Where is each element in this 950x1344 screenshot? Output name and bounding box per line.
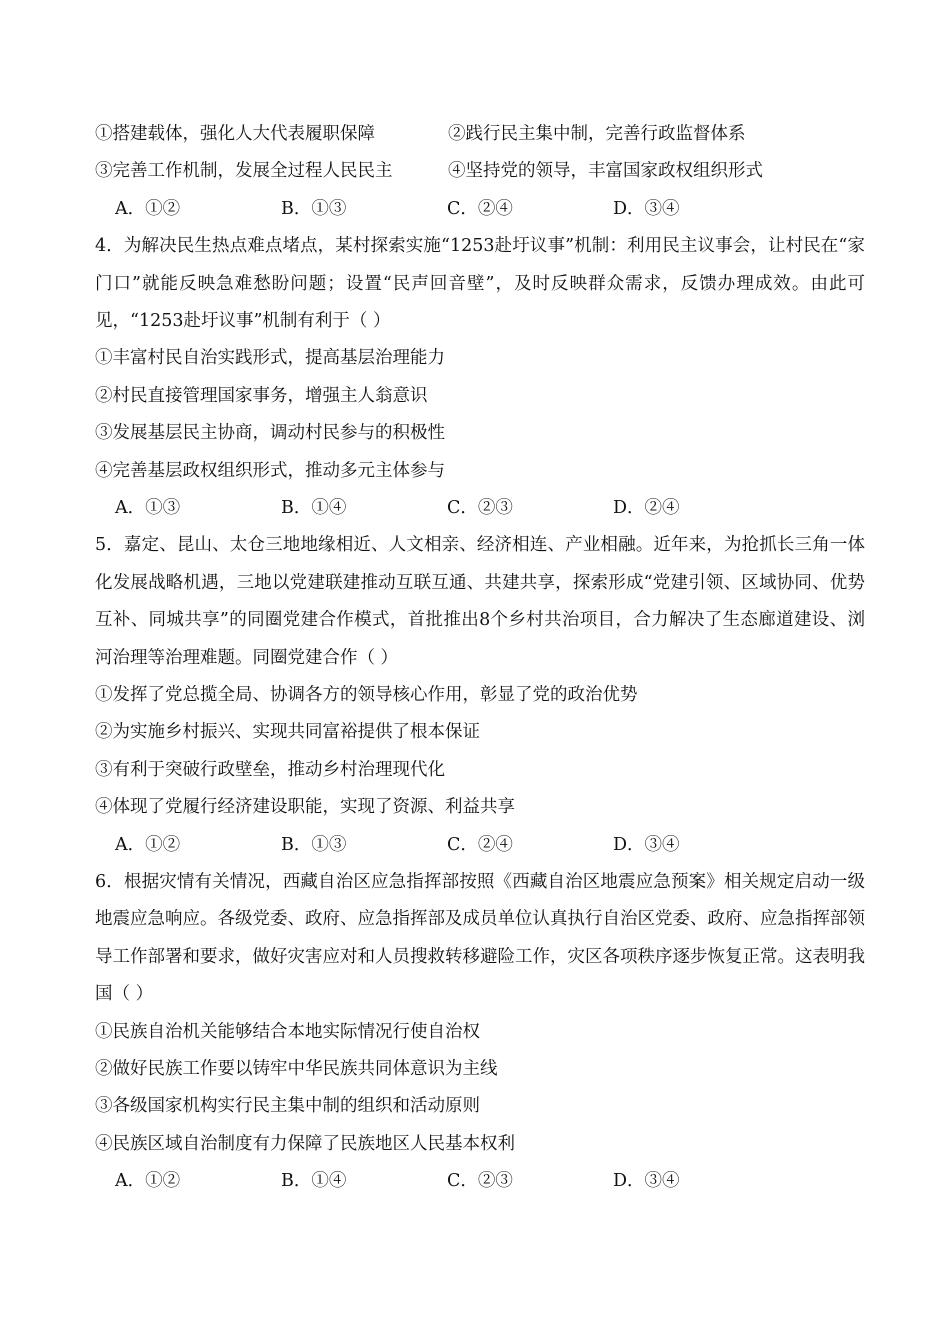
q5-choice-c: C．②④ xyxy=(447,834,513,855)
q5-answer-choices xyxy=(95,827,865,864)
q6-option-4: ④民族区域自治制度有力保障了民族地区人民基本权利 xyxy=(95,1133,515,1154)
q4-choice-c: C．②③ xyxy=(447,497,513,518)
q6-choice-a: A．①② xyxy=(115,1171,181,1192)
q4-stem: 4．为解决民生热点难点堵点，某村探索实施“1253赴圩议事”机制：利用民主议事会，让村民在“家门口”就能反映急难愁盼问题；设置“民声回音壁”，及时反映群众需求，反馈办理成效。由此可见，“1253赴圩议事”机制有利于（ ） xyxy=(95,236,865,331)
q6-option-2: ②做好民族工作要以铸牢中华民族共同体意识为主线 xyxy=(95,1058,498,1079)
q4-option-2: ②村民直接管理国家事务，增强主人翁意识 xyxy=(95,385,428,406)
q6-answer-choices xyxy=(95,1163,865,1200)
q5-choice-d: D．③④ xyxy=(613,834,680,855)
q3-choice-b: B．①③ xyxy=(281,198,347,219)
q3-option-1: ①搭建载体，强化人大代表履职保障 xyxy=(95,124,375,144)
q5-choice-a: A．①② xyxy=(115,834,181,855)
q3-answer-choices xyxy=(95,191,865,228)
q6-option-1: ①民族自治机关能够结合本地实际情况行使自治权 xyxy=(95,1021,480,1042)
q6-choice-b: B．①④ xyxy=(281,1171,347,1192)
question-content xyxy=(95,116,865,1201)
q3-choice-c: C．②④ xyxy=(447,198,513,219)
q4-choice-a: A．①③ xyxy=(115,497,181,518)
q6-choice-d: D．③④ xyxy=(613,1171,680,1192)
q3-options-row-2 xyxy=(95,153,865,190)
q5-choice-b: B．①③ xyxy=(281,834,347,855)
q3-options-row-1 xyxy=(95,116,865,153)
q3-option-2: ②践行民主集中制，完善行政监督体系 xyxy=(448,124,746,144)
q3-option-3: ③完善工作机制，发展全过程人民民主 xyxy=(95,161,393,182)
q5-option-1: ①发挥了党总揽全局、协调各方的领导核心作用，彰显了党的政治优势 xyxy=(95,684,638,705)
q6-choice-c: C．②③ xyxy=(447,1171,513,1192)
q5-option-2: ②为实施乡村振兴、实现共同富裕提供了根本保证 xyxy=(95,722,480,743)
q3-option-4: ④坚持党的领导，丰富国家政权组织形式 xyxy=(448,161,763,182)
q4-option-4: ④完善基层政权组织形式，推动多元主体参与 xyxy=(95,460,445,481)
q4-choice-d: D．②④ xyxy=(613,497,680,518)
q6-stem: 6．根据灾情有关情况，西藏自治区应急指挥部按照《西藏自治区地震应急预案》相关规定启动一级地震应急响应。各级党委、政府、应急指挥部及成员单位认真执行自治区党委、政府、应急指挥部领导工作部署和要求，做好灾害应对和人员搜救转移避险工作，灾区各项秩序逐步恢复正常。这表明我国（ ） xyxy=(95,871,865,1005)
q5-option-4: ④体现了党履行经济建设职能，实现了资源、利益共享 xyxy=(95,797,515,818)
q4-option-1: ①丰富村民自治实践形式，提高基层治理能力 xyxy=(95,348,445,369)
q4-option-3: ③发展基层民主协商，调动村民参与的积极性 xyxy=(95,423,445,444)
q3-choice-a: A．①② xyxy=(115,198,181,219)
q5-option-3: ③有利于突破行政壁垒，推动乡村治理现代化 xyxy=(95,759,445,780)
q4-choice-b: B．①④ xyxy=(281,497,347,518)
q3-choice-d: D．③④ xyxy=(613,198,680,219)
q4-answer-choices xyxy=(95,490,865,527)
q6-option-3: ③各级国家机构实行民主集中制的组织和活动原则 xyxy=(95,1096,480,1117)
q5-stem: 5．嘉定、昆山、太仓三地地缘相近、人文相亲、经济相连、产业相融。近年来，为抢抓长三角一体化发展战略机遇，三地以党建联建推动互联互通、共建共享，探索形成“党建引领、区域协同、优势互补、同城共享”的同圈党建合作模式，首批推出8个乡村共治项目，合力解决了生态廊道建设、浏河治理等治理难题。同圈党建合作（ ） xyxy=(95,535,865,668)
